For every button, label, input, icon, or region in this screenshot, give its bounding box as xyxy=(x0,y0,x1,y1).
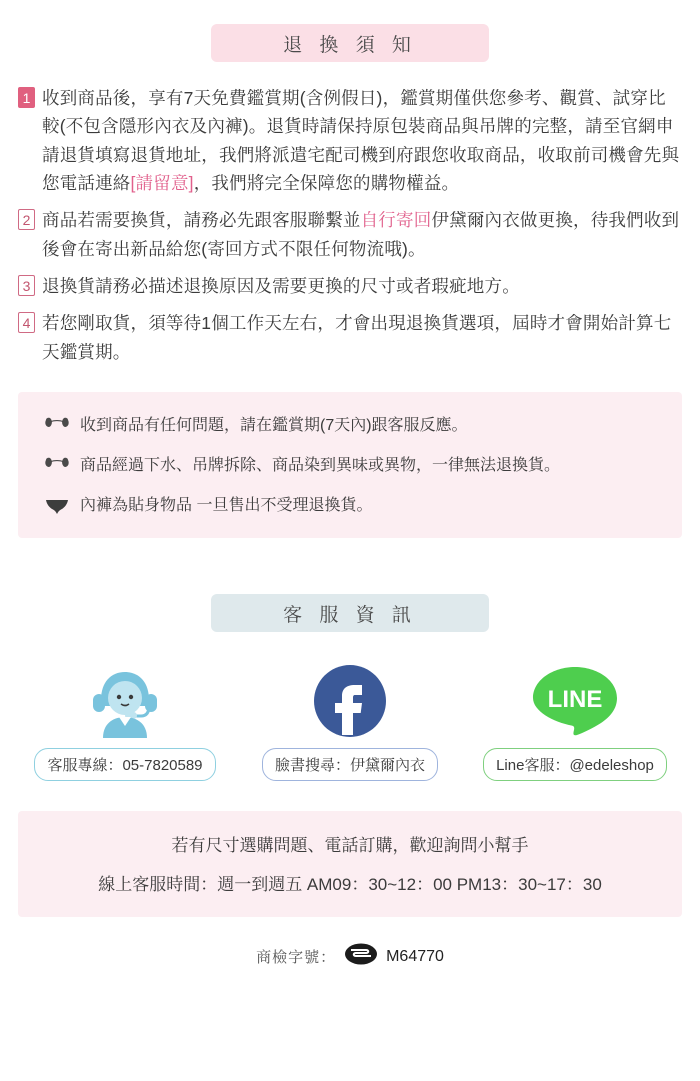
notice-text-before: 收到商品後，享有7天免費鑑賞期(含例假日)，鑑賞期僅供您參考、觀賞、試穿比較(不包含隱形內衣及內褲)。退貨時請保持原包裝商品與吊牌的完整，請至官網申請退貨填寫退貨地址，我們將派遣宅配司機到府跟您收取商品，收取前司機會先與您電話連絡 xyxy=(42,88,680,194)
notice-item xyxy=(18,272,682,300)
warning-text: 內褲為貼身物品 一旦售出不受理退換貨。 xyxy=(80,497,373,515)
bsmi-icon xyxy=(344,943,378,970)
contact-line[interactable] xyxy=(472,660,678,781)
warning-item xyxy=(44,494,656,518)
warning-text: 收到商品有任何問題，請在鑑賞期(7天內)跟客服反應。 xyxy=(80,417,468,435)
service-info-title-banner xyxy=(211,594,489,632)
facebook-icon xyxy=(310,660,390,742)
contact-phone-label[interactable]: 客服專線：05-7820589 xyxy=(34,748,215,781)
contact-line-label[interactable]: Line客服：@edeleshop xyxy=(483,748,667,781)
notice-highlight: 自行寄回 xyxy=(360,210,432,231)
notice-number: 4 xyxy=(18,312,35,333)
notice-text xyxy=(42,309,682,366)
return-policy-page xyxy=(0,24,700,1081)
notice-number: 2 xyxy=(18,209,35,230)
notice-text xyxy=(42,272,520,300)
notice-list xyxy=(18,84,682,366)
warning-text: 商品經過下水、吊牌拆除、商品染到異味或異物，一律無法退換貨。 xyxy=(80,457,561,475)
line-icon xyxy=(527,660,623,742)
warning-item xyxy=(44,414,656,438)
notice-highlight: [請留意] xyxy=(130,173,194,194)
notice-text-before: 若您剛取貨，須等待1個工作天左右，才會出現退換貨選項，屆時才會開始計算七天鑑賞期。 xyxy=(42,313,672,362)
notice-text-before: 退換貨請務必描述退換原因及需要更換的尺寸或者瑕疵地方。 xyxy=(42,276,520,297)
panty-icon xyxy=(44,495,70,517)
return-policy-title: 退 換 須 知 xyxy=(283,34,417,56)
bra-icon xyxy=(44,415,70,437)
return-policy-title-banner xyxy=(211,24,489,62)
headset-operator-icon xyxy=(81,660,169,742)
notice-item xyxy=(18,206,682,263)
contact-phone[interactable] xyxy=(22,660,228,781)
notice-text-after: 伊黛爾內衣做更換，待我們收到後會在寄出新品給您(寄回方式不限任何物流哦)。 xyxy=(42,210,680,259)
certification-code: M64770 xyxy=(386,947,444,965)
line-logo-text: LINE xyxy=(547,686,603,714)
contact-row xyxy=(0,660,700,781)
contact-facebook-label[interactable]: 臉書搜尋：伊黛爾內衣 xyxy=(262,748,438,781)
notice-item xyxy=(18,309,682,366)
bottom-note-line2: 線上客服時間：週一到週五 AM09：30~12：00 PM13：30~17：30 xyxy=(98,875,602,895)
notice-number: 3 xyxy=(18,275,35,296)
contact-facebook[interactable] xyxy=(247,660,453,781)
notice-text-before: 商品若需要換貨，請務必先跟客服聯繫並 xyxy=(42,210,361,231)
notice-text-after: ，我們將完全保障您的購物權益。 xyxy=(193,173,460,194)
notice-text xyxy=(42,206,682,263)
certification-label: 商檢字號： xyxy=(256,949,337,967)
bottom-note-box xyxy=(18,811,682,917)
bottom-note-line1: 若有尺寸選購問題、電話訂購，歡迎詢問小幫手 xyxy=(171,836,529,856)
service-info-title: 客 服 資 訊 xyxy=(283,604,417,626)
warning-item xyxy=(44,454,656,478)
bra-icon xyxy=(44,455,70,477)
notice-item xyxy=(18,84,682,197)
notice-text xyxy=(42,84,682,197)
certification-footer xyxy=(0,943,700,970)
warning-box xyxy=(18,392,682,538)
notice-number: 1 xyxy=(18,87,35,108)
